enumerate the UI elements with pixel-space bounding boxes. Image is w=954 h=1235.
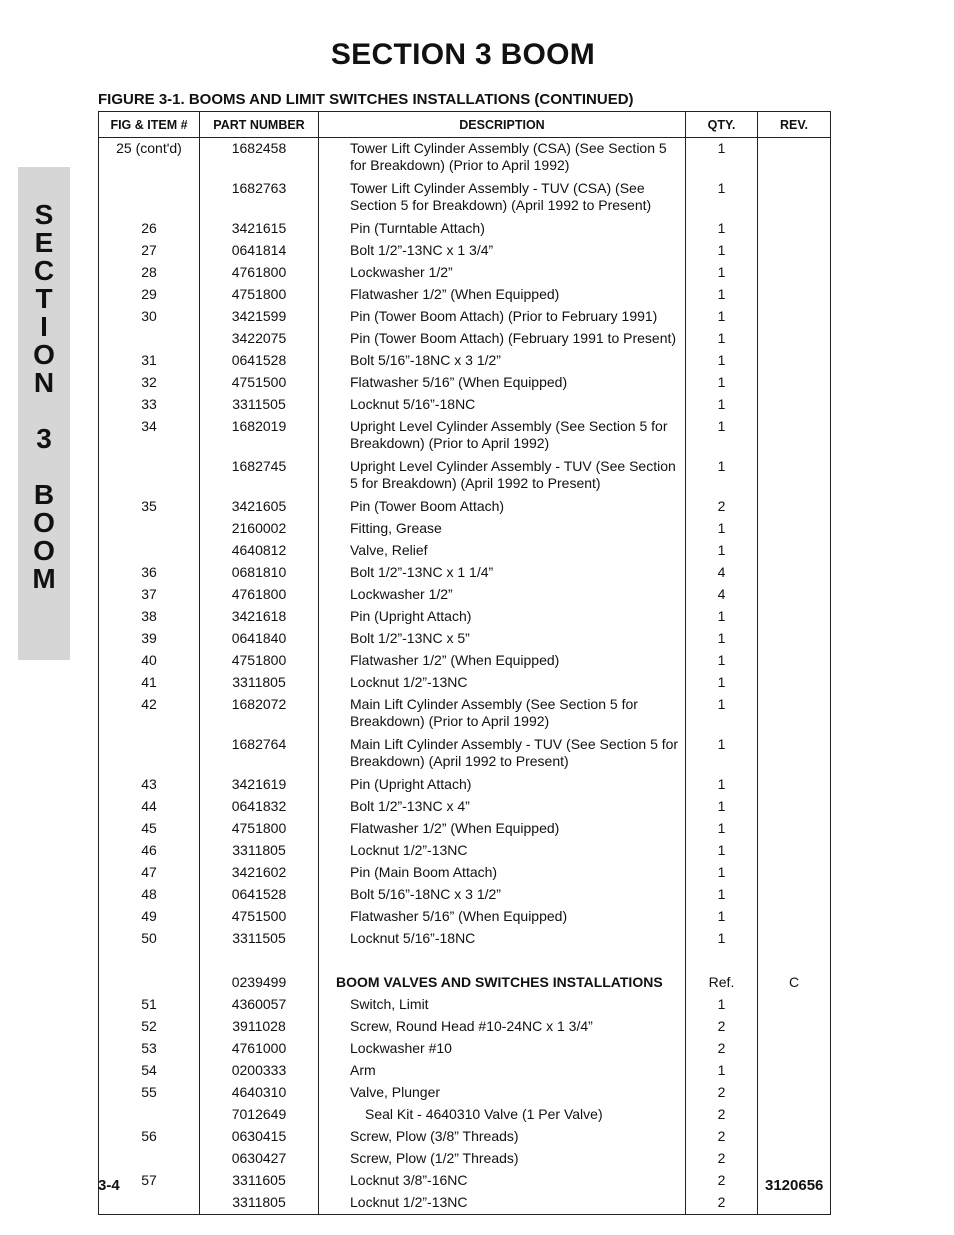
cell-qty: 1 — [686, 628, 758, 650]
cell-rev — [758, 1126, 831, 1148]
cell-fig-item: 44 — [99, 796, 200, 818]
cell-description: Arm — [319, 1060, 686, 1082]
cell-description: Valve, Plunger — [319, 1082, 686, 1104]
cell-part-number: 0641832 — [200, 796, 319, 818]
cell-part-number: 0630427 — [200, 1148, 319, 1170]
table-row — [99, 1126, 831, 1148]
cell-description: Bolt 1/2”-13NC x 4” — [319, 796, 686, 818]
cell-qty: 1 — [686, 994, 758, 1016]
cell-part-number: 0681810 — [200, 562, 319, 584]
cell-description: Locknut 1/2”-13NC — [319, 1192, 686, 1214]
cell-rev — [758, 1082, 831, 1104]
filler-cell — [686, 1214, 758, 1215]
cell-rev — [758, 862, 831, 884]
cell-description: Upright Level Cylinder Assembly (See Section 5 for Breakdown) (Prior to April 1992) — [319, 416, 686, 456]
cell-part-number: 4751500 — [200, 906, 319, 928]
cell-qty: 2 — [686, 1126, 758, 1148]
table-row — [99, 456, 831, 496]
header-description: DESCRIPTION — [319, 112, 686, 138]
cell-part-number: 3421599 — [200, 306, 319, 328]
table-row — [99, 562, 831, 584]
cell-fig-item — [99, 950, 200, 972]
cell-part-number: 4761800 — [200, 262, 319, 284]
cell-qty: 2 — [686, 1104, 758, 1126]
table-header-row — [99, 112, 831, 138]
cell-description: Bolt 5/16”-18NC x 3 1/2” — [319, 884, 686, 906]
cell-rev — [758, 928, 831, 950]
cell-qty: 1 — [686, 416, 758, 456]
cell-part-number: 2160002 — [200, 518, 319, 540]
cell-rev — [758, 262, 831, 284]
cell-part-number: 7012649 — [200, 1104, 319, 1126]
cell-description: Flatwasher 5/16” (When Equipped) — [319, 372, 686, 394]
cell-qty: 1 — [686, 394, 758, 416]
cell-rev — [758, 1192, 831, 1214]
table-row — [99, 218, 831, 240]
side-tab-letter: O — [33, 339, 55, 370]
cell-description: Screw, Plow (3/8” Threads) — [319, 1126, 686, 1148]
table-row — [99, 1192, 831, 1214]
cell-qty: 1 — [686, 262, 758, 284]
cell-part-number: 1682764 — [200, 734, 319, 774]
cell-rev — [758, 840, 831, 862]
table-row — [99, 518, 831, 540]
cell-part-number: 0641814 — [200, 240, 319, 262]
cell-part-number: 0641528 — [200, 884, 319, 906]
cell-rev — [758, 774, 831, 796]
cell-description — [319, 950, 686, 972]
cell-description: Pin (Main Boom Attach) — [319, 862, 686, 884]
cell-rev — [758, 606, 831, 628]
cell-part-number: 1682745 — [200, 456, 319, 496]
cell-part-number: 1682763 — [200, 178, 319, 218]
cell-rev — [758, 994, 831, 1016]
cell-description: Pin (Tower Boom Attach) (February 1991 to Present) — [319, 328, 686, 350]
table-row — [99, 138, 831, 179]
cell-qty: 1 — [686, 178, 758, 218]
cell-rev — [758, 350, 831, 372]
filler-cell — [99, 1214, 200, 1215]
cell-description: Pin (Turntable Attach) — [319, 218, 686, 240]
cell-rev — [758, 650, 831, 672]
cell-part-number: 4640812 — [200, 540, 319, 562]
cell-description: Pin (Tower Boom Attach) (Prior to February 1991) — [319, 306, 686, 328]
table-row — [99, 496, 831, 518]
cell-qty: 4 — [686, 562, 758, 584]
cell-part-number: 3422075 — [200, 328, 319, 350]
header-part-number: PART NUMBER — [200, 112, 319, 138]
figure-caption: FIGURE 3-1. BOOMS AND LIMIT SWITCHES INSTALLATIONS (CONTINUED) — [98, 91, 634, 108]
cell-qty: 1 — [686, 818, 758, 840]
cell-fig-item: 41 — [99, 672, 200, 694]
cell-qty: 1 — [686, 906, 758, 928]
cell-description: Seal Kit - 4640310 Valve (1 Per Valve) — [319, 1104, 686, 1126]
cell-qty: 1 — [686, 284, 758, 306]
table-row — [99, 416, 831, 456]
cell-qty: 1 — [686, 372, 758, 394]
cell-fig-item: 53 — [99, 1038, 200, 1060]
cell-part-number: 3421618 — [200, 606, 319, 628]
cell-description: Lockwasher 1/2” — [319, 584, 686, 606]
cell-qty: 2 — [686, 1082, 758, 1104]
side-tab-letter: T — [35, 283, 53, 314]
cell-qty: 1 — [686, 694, 758, 734]
cell-qty: 1 — [686, 456, 758, 496]
cell-description: Locknut 5/16”-18NC — [319, 394, 686, 416]
page-number: 3-4 — [98, 1177, 120, 1194]
table-row — [99, 584, 831, 606]
cell-part-number: 3911028 — [200, 1016, 319, 1038]
cell-qty: 1 — [686, 650, 758, 672]
cell-qty: 1 — [686, 672, 758, 694]
cell-description: Flatwasher 1/2” (When Equipped) — [319, 818, 686, 840]
cell-fig-item: 31 — [99, 350, 200, 372]
table-row — [99, 672, 831, 694]
cell-description: Flatwasher 1/2” (When Equipped) — [319, 650, 686, 672]
cell-rev — [758, 884, 831, 906]
cell-rev — [758, 628, 831, 650]
cell-fig-item: 33 — [99, 394, 200, 416]
cell-rev — [758, 306, 831, 328]
cell-fig-item: 28 — [99, 262, 200, 284]
cell-qty — [686, 950, 758, 972]
cell-description: Flatwasher 1/2” (When Equipped) — [319, 284, 686, 306]
cell-qty: 1 — [686, 884, 758, 906]
side-tab-letter: M — [32, 563, 56, 594]
cell-fig-item — [99, 1104, 200, 1126]
table-row — [99, 540, 831, 562]
table-row — [99, 372, 831, 394]
table-row — [99, 262, 831, 284]
cell-fig-item: 40 — [99, 650, 200, 672]
cell-rev — [758, 1038, 831, 1060]
table-row — [99, 862, 831, 884]
cell-fig-item: 55 — [99, 1082, 200, 1104]
cell-rev — [758, 456, 831, 496]
table-row — [99, 306, 831, 328]
table-row — [99, 694, 831, 734]
cell-rev — [758, 328, 831, 350]
cell-rev — [758, 218, 831, 240]
cell-part-number: 3421605 — [200, 496, 319, 518]
cell-fig-item: 25 (cont'd) — [99, 138, 200, 179]
cell-qty: 1 — [686, 350, 758, 372]
side-tab-letter: 3 — [36, 423, 52, 454]
filler-cell — [758, 1214, 831, 1215]
side-tab-letter: O — [33, 535, 55, 566]
cell-fig-item — [99, 456, 200, 496]
cell-rev — [758, 1016, 831, 1038]
cell-fig-item — [99, 328, 200, 350]
cell-qty: 1 — [686, 138, 758, 179]
parts-table — [98, 111, 831, 1215]
header-fig-item: FIG & ITEM # — [99, 112, 200, 138]
cell-qty: 1 — [686, 862, 758, 884]
cell-part-number: 0630415 — [200, 1126, 319, 1148]
cell-qty: 1 — [686, 606, 758, 628]
table-row — [99, 1038, 831, 1060]
cell-part-number: 1682019 — [200, 416, 319, 456]
cell-part-number: 3311805 — [200, 840, 319, 862]
cell-description: Bolt 5/16”-18NC x 3 1/2” — [319, 350, 686, 372]
cell-part-number: 4640310 — [200, 1082, 319, 1104]
filler-cell — [200, 1214, 319, 1215]
cell-description: Lockwasher #10 — [319, 1038, 686, 1060]
cell-rev — [758, 138, 831, 179]
table-row — [99, 1148, 831, 1170]
side-tab-letter: S — [34, 199, 54, 230]
cell-description: Valve, Relief — [319, 540, 686, 562]
cell-rev — [758, 562, 831, 584]
cell-part-number — [200, 950, 319, 972]
cell-fig-item: 29 — [99, 284, 200, 306]
cell-fig-item: 36 — [99, 562, 200, 584]
table-row — [99, 1170, 831, 1192]
side-tab-letter: O — [33, 507, 55, 538]
table-row — [99, 628, 831, 650]
side-tab-letter: I — [40, 311, 48, 342]
side-tab-letter: C — [33, 255, 55, 286]
cell-description: Lockwasher 1/2” — [319, 262, 686, 284]
table-row — [99, 906, 831, 928]
table-row — [99, 950, 831, 972]
cell-fig-item: 46 — [99, 840, 200, 862]
table-filler-row — [99, 1214, 831, 1215]
cell-rev — [758, 818, 831, 840]
cell-description: Bolt 1/2”-13NC x 1 3/4” — [319, 240, 686, 262]
cell-part-number: 4360057 — [200, 994, 319, 1016]
table-row — [99, 394, 831, 416]
cell-description: Flatwasher 5/16” (When Equipped) — [319, 906, 686, 928]
cell-description: Screw, Round Head #10-24NC x 1 3/4” — [319, 1016, 686, 1038]
cell-rev — [758, 796, 831, 818]
side-tab-letter: E — [34, 227, 54, 258]
cell-qty: 2 — [686, 1016, 758, 1038]
cell-description: Pin (Upright Attach) — [319, 606, 686, 628]
cell-rev — [758, 240, 831, 262]
cell-qty: Ref. — [686, 972, 758, 994]
cell-rev — [758, 672, 831, 694]
cell-fig-item: 30 — [99, 306, 200, 328]
cell-part-number: 3311505 — [200, 928, 319, 950]
cell-fig-item: 27 — [99, 240, 200, 262]
table-row — [99, 650, 831, 672]
cell-fig-item — [99, 178, 200, 218]
cell-part-number: 4751800 — [200, 818, 319, 840]
cell-part-number: 1682458 — [200, 138, 319, 179]
side-tab-letter: B — [33, 479, 55, 510]
cell-part-number: 0641840 — [200, 628, 319, 650]
cell-qty: 2 — [686, 1148, 758, 1170]
table-row — [99, 774, 831, 796]
cell-fig-item: 42 — [99, 694, 200, 734]
cell-qty: 1 — [686, 928, 758, 950]
cell-fig-item: 35 — [99, 496, 200, 518]
cell-part-number: 3421602 — [200, 862, 319, 884]
table-row — [99, 734, 831, 774]
cell-fig-item: 57 — [99, 1170, 200, 1192]
cell-description: Tower Lift Cylinder Assembly (CSA) (See Section 5 for Breakdown) (Prior to April 1992) — [319, 138, 686, 179]
cell-fig-item: 47 — [99, 862, 200, 884]
table-row — [99, 884, 831, 906]
cell-part-number: 1682072 — [200, 694, 319, 734]
cell-qty: 4 — [686, 584, 758, 606]
side-tab-letter: N — [33, 367, 55, 398]
cell-fig-item: 37 — [99, 584, 200, 606]
cell-fig-item — [99, 540, 200, 562]
cell-fig-item: 51 — [99, 994, 200, 1016]
cell-fig-item — [99, 734, 200, 774]
cell-qty: 1 — [686, 1060, 758, 1082]
table-row — [99, 796, 831, 818]
header-rev: REV. — [758, 112, 831, 138]
table-row — [99, 1016, 831, 1038]
cell-part-number: 3311805 — [200, 672, 319, 694]
cell-rev — [758, 950, 831, 972]
cell-part-number: 0239499 — [200, 972, 319, 994]
cell-fig-item: 54 — [99, 1060, 200, 1082]
page-title: SECTION 3 BOOM — [330, 38, 596, 71]
table-row — [99, 328, 831, 350]
cell-rev — [758, 496, 831, 518]
cell-rev — [758, 372, 831, 394]
cell-description: Locknut 5/16”-18NC — [319, 928, 686, 950]
cell-fig-item: 49 — [99, 906, 200, 928]
cell-rev — [758, 906, 831, 928]
cell-part-number: 4751500 — [200, 372, 319, 394]
cell-qty: 1 — [686, 840, 758, 862]
cell-description: Tower Lift Cylinder Assembly - TUV (CSA) (See Section 5 for Breakdown) (April 1992 to Present) — [319, 178, 686, 218]
cell-rev — [758, 1104, 831, 1126]
cell-description: Screw, Plow (1/2” Threads) — [319, 1148, 686, 1170]
cell-qty: 2 — [686, 496, 758, 518]
table-row — [99, 818, 831, 840]
cell-qty: 1 — [686, 306, 758, 328]
table-row — [99, 606, 831, 628]
cell-fig-item: 43 — [99, 774, 200, 796]
cell-fig-item: 50 — [99, 928, 200, 950]
cell-part-number: 3421619 — [200, 774, 319, 796]
cell-fig-item: 39 — [99, 628, 200, 650]
cell-description: BOOM VALVES AND SWITCHES INSTALLATIONS — [319, 972, 686, 994]
cell-description: Main Lift Cylinder Assembly (See Section 5 for Breakdown) (Prior to April 1992) — [319, 694, 686, 734]
cell-description: Bolt 1/2”-13NC x 1 1/4” — [319, 562, 686, 584]
cell-rev — [758, 284, 831, 306]
document-number: 3120656 — [765, 1177, 824, 1194]
cell-part-number: 0641528 — [200, 350, 319, 372]
cell-fig-item: 32 — [99, 372, 200, 394]
cell-rev — [758, 734, 831, 774]
table-row — [99, 350, 831, 372]
cell-qty: 2 — [686, 1170, 758, 1192]
filler-cell — [319, 1214, 686, 1215]
cell-description: Pin (Tower Boom Attach) — [319, 496, 686, 518]
cell-description: Bolt 1/2”-13NC x 5” — [319, 628, 686, 650]
cell-rev — [758, 1060, 831, 1082]
cell-part-number: 3311805 — [200, 1192, 319, 1214]
cell-fig-item — [99, 1192, 200, 1214]
cell-description: Fitting, Grease — [319, 518, 686, 540]
cell-fig-item — [99, 1148, 200, 1170]
cell-part-number: 4761000 — [200, 1038, 319, 1060]
cell-fig-item — [99, 518, 200, 540]
table-row — [99, 240, 831, 262]
cell-qty: 1 — [686, 328, 758, 350]
table-row — [99, 178, 831, 218]
cell-qty: 1 — [686, 796, 758, 818]
table-row — [99, 1082, 831, 1104]
cell-qty: 1 — [686, 774, 758, 796]
cell-qty: 1 — [686, 218, 758, 240]
cell-part-number: 3311505 — [200, 394, 319, 416]
cell-rev — [758, 694, 831, 734]
table-row — [99, 1060, 831, 1082]
cell-part-number: 0200333 — [200, 1060, 319, 1082]
cell-qty: 2 — [686, 1192, 758, 1214]
cell-rev — [758, 1148, 831, 1170]
cell-fig-item: 45 — [99, 818, 200, 840]
cell-fig-item: 52 — [99, 1016, 200, 1038]
header-qty: QTY. — [686, 112, 758, 138]
cell-qty: 1 — [686, 734, 758, 774]
table-row — [99, 1104, 831, 1126]
table-row — [99, 928, 831, 950]
cell-part-number: 3421615 — [200, 218, 319, 240]
table-row — [99, 284, 831, 306]
cell-fig-item: 26 — [99, 218, 200, 240]
table-row — [99, 994, 831, 1016]
cell-rev — [758, 518, 831, 540]
cell-rev — [758, 178, 831, 218]
cell-rev — [758, 394, 831, 416]
cell-rev — [758, 584, 831, 606]
section-side-tab — [18, 167, 70, 660]
cell-part-number: 4751800 — [200, 650, 319, 672]
cell-description: Locknut 3/8”-16NC — [319, 1170, 686, 1192]
table-row — [99, 840, 831, 862]
cell-description: Locknut 1/2”-13NC — [319, 840, 686, 862]
cell-rev — [758, 540, 831, 562]
cell-part-number: 3311605 — [200, 1170, 319, 1192]
cell-qty: 1 — [686, 240, 758, 262]
cell-qty: 2 — [686, 1038, 758, 1060]
cell-qty: 1 — [686, 518, 758, 540]
cell-rev — [758, 416, 831, 456]
cell-part-number: 4751800 — [200, 284, 319, 306]
section-row — [99, 972, 831, 994]
cell-description: Upright Level Cylinder Assembly - TUV (See Section 5 for Breakdown) (April 1992 to Present) — [319, 456, 686, 496]
cell-rev: C — [758, 972, 831, 994]
cell-fig-item — [99, 972, 200, 994]
cell-part-number: 4761800 — [200, 584, 319, 606]
cell-fig-item: 34 — [99, 416, 200, 456]
cell-qty: 1 — [686, 540, 758, 562]
cell-description: Pin (Upright Attach) — [319, 774, 686, 796]
cell-fig-item: 48 — [99, 884, 200, 906]
cell-description: Locknut 1/2”-13NC — [319, 672, 686, 694]
cell-description: Main Lift Cylinder Assembly - TUV (See Section 5 for Breakdown) (April 1992 to Present) — [319, 734, 686, 774]
cell-fig-item: 38 — [99, 606, 200, 628]
cell-fig-item: 56 — [99, 1126, 200, 1148]
cell-description: Switch, Limit — [319, 994, 686, 1016]
